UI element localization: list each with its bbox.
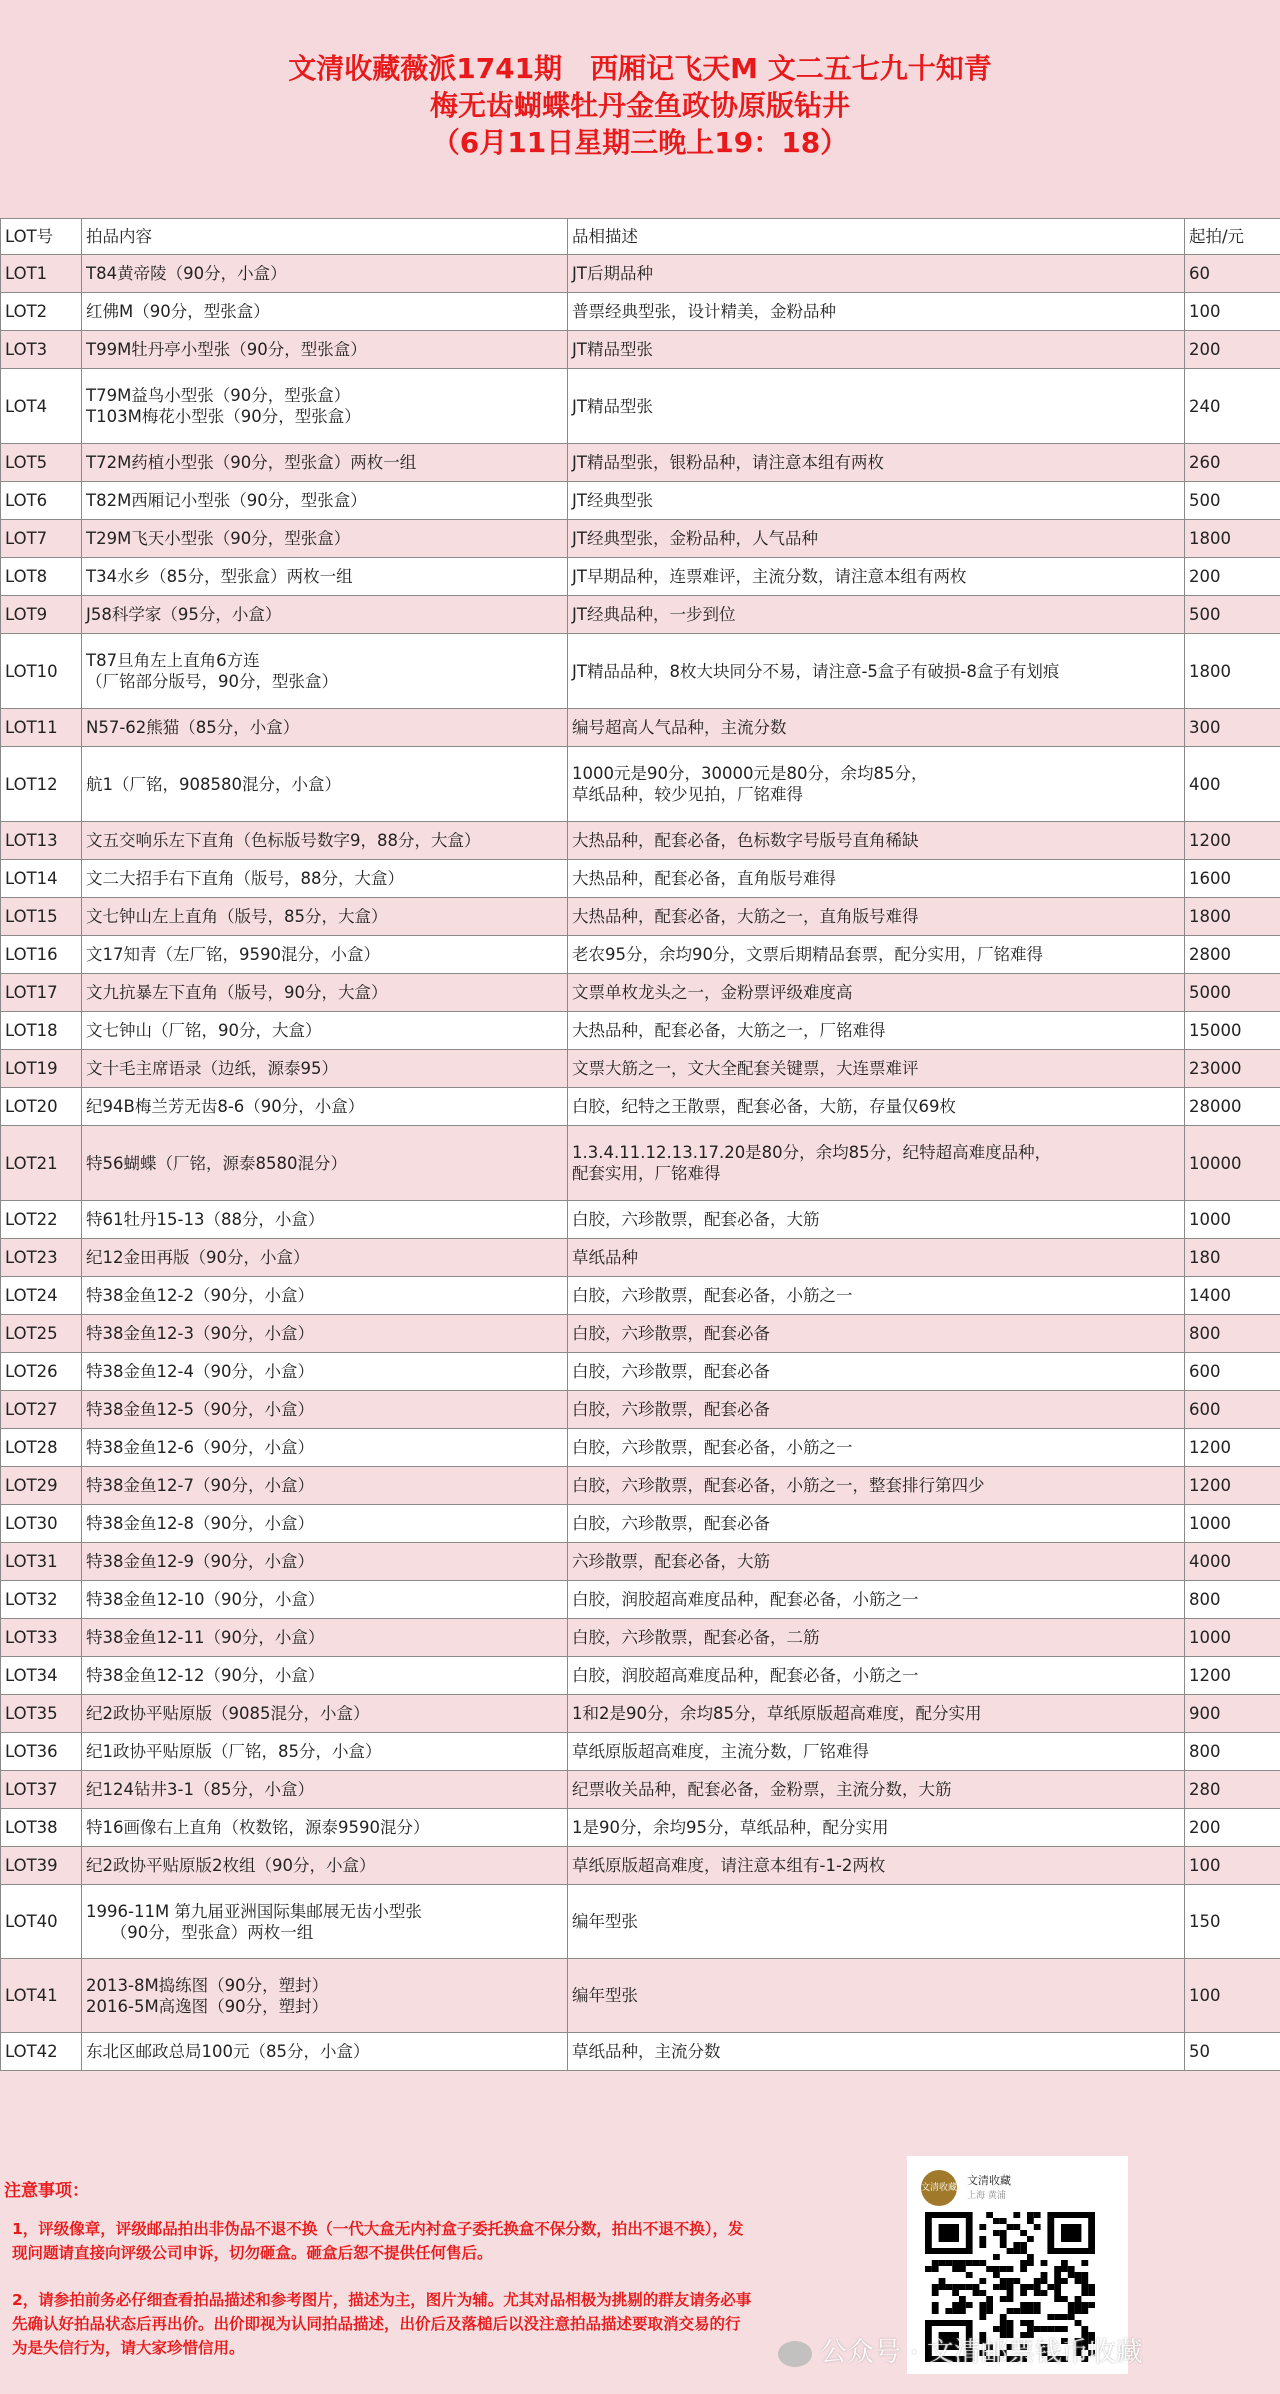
lot-content: T79M益鸟小型张（90分，型张盒） T103M梅花小型张（90分，型张盒） bbox=[82, 369, 568, 444]
lot-content: 2013-8M捣练图（90分，塑封） 2016-5M高逸图（90分，塑封） bbox=[82, 1959, 568, 2033]
lot-number: LOT26 bbox=[1, 1353, 82, 1391]
lot-condition: 大热品种，配套必备，色标数字号版号直角稀缺 bbox=[568, 822, 1185, 860]
table-row bbox=[1, 2033, 1280, 2071]
lot-start-price: 60 bbox=[1185, 255, 1280, 293]
lot-condition: 老农95分，余均90分，文票后期精品套票，配分实用，厂铭难得 bbox=[568, 936, 1185, 974]
table-row bbox=[1, 709, 1280, 747]
lot-number: LOT29 bbox=[1, 1467, 82, 1505]
table-row bbox=[1, 1695, 1280, 1733]
lot-condition: JT经典型张，金粉品种，人气品种 bbox=[568, 520, 1185, 558]
lot-start-price: 1000 bbox=[1185, 1619, 1280, 1657]
lot-number: LOT24 bbox=[1, 1277, 82, 1315]
lot-start-price: 15000 bbox=[1185, 1012, 1280, 1050]
lot-number: LOT18 bbox=[1, 1012, 82, 1050]
lot-condition: 编号超高人气品种，主流分数 bbox=[568, 709, 1185, 747]
lot-content: 1996-11M 第九届亚洲国际集邮展无齿小型张 （90分，型张盒）两枚一组 bbox=[82, 1885, 568, 1959]
lot-condition: JT精品型张 bbox=[568, 331, 1185, 369]
lot-content: T99M牡丹亭小型张（90分，型张盒） bbox=[82, 331, 568, 369]
table-row bbox=[1, 482, 1280, 520]
table-row bbox=[1, 936, 1280, 974]
lot-number: LOT35 bbox=[1, 1695, 82, 1733]
lot-start-price: 1200 bbox=[1185, 1467, 1280, 1505]
lot-condition: 文票大筋之一，文大全配套关键票，大连票难评 bbox=[568, 1050, 1185, 1088]
table-row bbox=[1, 1429, 1280, 1467]
table-row bbox=[1, 1809, 1280, 1847]
lot-start-price: 1800 bbox=[1185, 634, 1280, 709]
lot-content: 纪1政协平贴原版（厂铭，85分，小盒） bbox=[82, 1733, 568, 1771]
lot-number: LOT25 bbox=[1, 1315, 82, 1353]
lot-number: LOT23 bbox=[1, 1239, 82, 1277]
lot-content: 特38金鱼12-7（90分，小盒） bbox=[82, 1467, 568, 1505]
lot-number: LOT41 bbox=[1, 1959, 82, 2033]
lot-number: LOT16 bbox=[1, 936, 82, 974]
lot-condition: 草纸品种 bbox=[568, 1239, 1185, 1277]
lot-condition: 普票经典型张，设计精美，金粉品种 bbox=[568, 293, 1185, 331]
table-row bbox=[1, 331, 1280, 369]
lot-content: 纪94B梅兰芳无齿8-6（90分，小盒） bbox=[82, 1088, 568, 1126]
lot-content: 纪2政协平贴原版2枚组（90分，小盒） bbox=[82, 1847, 568, 1885]
table-row bbox=[1, 1581, 1280, 1619]
brand-logo-icon: 文清收藏 bbox=[921, 2170, 957, 2206]
lot-condition: 大热品种，配套必备，大筋之一，厂铭难得 bbox=[568, 1012, 1185, 1050]
page-header bbox=[0, 0, 1280, 218]
lot-start-price: 28000 bbox=[1185, 1088, 1280, 1126]
lot-condition: 1是90分，余均95分，草纸品种，配分实用 bbox=[568, 1809, 1185, 1847]
table-row bbox=[1, 860, 1280, 898]
lot-number: LOT2 bbox=[1, 293, 82, 331]
lot-content: 红佛M（90分，型张盒） bbox=[82, 293, 568, 331]
table-row bbox=[1, 1012, 1280, 1050]
lot-condition: 大热品种，配套必备，直角版号难得 bbox=[568, 860, 1185, 898]
lot-condition: JT精品型张，银粉品种，请注意本组有两枚 bbox=[568, 444, 1185, 482]
lot-content: 特38金鱼12-2（90分，小盒） bbox=[82, 1277, 568, 1315]
lot-number: LOT37 bbox=[1, 1771, 82, 1809]
notes-title: 注意事项： bbox=[4, 2181, 89, 2201]
lot-start-price: 500 bbox=[1185, 482, 1280, 520]
lot-condition: 白胶，润胶超高难度品种，配套必备，小筋之一 bbox=[568, 1657, 1185, 1695]
table-row bbox=[1, 558, 1280, 596]
lot-content: 航1（厂铭，908580混分，小盒） bbox=[82, 747, 568, 822]
lot-number: LOT13 bbox=[1, 822, 82, 860]
title-line-2: 梅无齿蝴蝶牡丹金鱼政协原版钻井 bbox=[429, 89, 850, 122]
lot-number: LOT20 bbox=[1, 1088, 82, 1126]
lot-content: 纪12金田再版（90分，小盒） bbox=[82, 1239, 568, 1277]
lot-content: 东北区邮政总局100元（85分，小盒） bbox=[82, 2033, 568, 2071]
lot-content: 文七钟山左上直角（版号，85分，大盒） bbox=[82, 898, 568, 936]
lot-number: LOT38 bbox=[1, 1809, 82, 1847]
lot-content: T72M药植小型张（90分，型张盒）两枚一组 bbox=[82, 444, 568, 482]
table-row bbox=[1, 255, 1280, 293]
lot-condition: JT早期品种，连票难评，主流分数，请注意本组有两枚 bbox=[568, 558, 1185, 596]
lot-number: LOT40 bbox=[1, 1885, 82, 1959]
lot-condition: 1000元是90分，30000元是80分，余均85分， 草纸品种，较少见拍，厂铭难得 bbox=[568, 747, 1185, 822]
lot-content: 特61牡丹15-13（88分，小盒） bbox=[82, 1201, 568, 1239]
lot-start-price: 1400 bbox=[1185, 1277, 1280, 1315]
table-row bbox=[1, 1543, 1280, 1581]
lot-content: J58科学家（95分，小盒） bbox=[82, 596, 568, 634]
lot-start-price: 400 bbox=[1185, 747, 1280, 822]
lot-condition: 纪票收关品种，配套必备，金粉票，主流分数，大筋 bbox=[568, 1771, 1185, 1809]
lot-number: LOT8 bbox=[1, 558, 82, 596]
lot-content: 文二大招手右下直角（版号，88分，大盒） bbox=[82, 860, 568, 898]
lot-start-price: 200 bbox=[1185, 558, 1280, 596]
table-row bbox=[1, 1126, 1280, 1201]
watermark bbox=[778, 2330, 1143, 2369]
lot-content: T34水乡（85分，型张盒）两枚一组 bbox=[82, 558, 568, 596]
note-item-2: 2，请参拍前务必仔细查看拍品描述和参考图片，描述为主，图片为辅。尤其对品相极为挑剔的群友请务必事先确认好拍品状态后再出价。出价即视为认同拍品描述，出价后及落槌后以没注意拍品描述要取消交易的行为是失信行为，请大家珍惜信用。 bbox=[12, 2291, 752, 2357]
lot-content: 特38金鱼12-8（90分，小盒） bbox=[82, 1505, 568, 1543]
lot-start-price: 1200 bbox=[1185, 1657, 1280, 1695]
lot-number: LOT19 bbox=[1, 1050, 82, 1088]
lot-condition: 白胶，纪特之王散票，配套必备，大筋，存量仅69枚 bbox=[568, 1088, 1185, 1126]
title-line-3: （6月11日星期三晚上19：18） bbox=[431, 126, 849, 159]
lot-condition: 白胶，六珍散票，配套必备，大筋 bbox=[568, 1201, 1185, 1239]
lot-content: T84黄帝陵（90分，小盒） bbox=[82, 255, 568, 293]
wechat-icon bbox=[778, 2341, 812, 2367]
table-row bbox=[1, 596, 1280, 634]
lot-number: LOT14 bbox=[1, 860, 82, 898]
lot-content: 特38金鱼12-10（90分，小盒） bbox=[82, 1581, 568, 1619]
qr-account-location: 上海 黄浦 bbox=[967, 2191, 1006, 2201]
lot-number: LOT42 bbox=[1, 2033, 82, 2071]
table-row bbox=[1, 747, 1280, 822]
lot-number: LOT15 bbox=[1, 898, 82, 936]
lot-start-price: 900 bbox=[1185, 1695, 1280, 1733]
lot-start-price: 300 bbox=[1185, 709, 1280, 747]
lot-content: 文17知青（左厂铭，9590混分，小盒） bbox=[82, 936, 568, 974]
lot-number: LOT9 bbox=[1, 596, 82, 634]
lot-start-price: 10000 bbox=[1185, 1126, 1280, 1201]
lot-start-price: 150 bbox=[1185, 1885, 1280, 1959]
table-row bbox=[1, 1657, 1280, 1695]
lot-content: 特38金鱼12-11（90分，小盒） bbox=[82, 1619, 568, 1657]
table-row bbox=[1, 369, 1280, 444]
lot-condition: 草纸原版超高难度，请注意本组有-1-2两枚 bbox=[568, 1847, 1185, 1885]
lot-start-price: 100 bbox=[1185, 1959, 1280, 2033]
table-row bbox=[1, 1391, 1280, 1429]
table-row bbox=[1, 1050, 1280, 1088]
lot-content: T82M西厢记小型张（90分，型张盒） bbox=[82, 482, 568, 520]
lot-number: LOT5 bbox=[1, 444, 82, 482]
lot-content: 特38金鱼12-4（90分，小盒） bbox=[82, 1353, 568, 1391]
lot-start-price: 2800 bbox=[1185, 936, 1280, 974]
lot-table bbox=[0, 218, 1280, 2071]
lot-start-price: 260 bbox=[1185, 444, 1280, 482]
lot-condition: 草纸原版超高难度，主流分数，厂铭难得 bbox=[568, 1733, 1185, 1771]
lot-start-price: 1000 bbox=[1185, 1505, 1280, 1543]
lot-number: LOT1 bbox=[1, 255, 82, 293]
notes-section bbox=[0, 2130, 1280, 2394]
lot-start-price: 600 bbox=[1185, 1391, 1280, 1429]
lot-start-price: 200 bbox=[1185, 1809, 1280, 1847]
lot-content: 特38金鱼12-6（90分，小盒） bbox=[82, 1429, 568, 1467]
lot-number: LOT17 bbox=[1, 974, 82, 1012]
lot-condition: JT经典型张 bbox=[568, 482, 1185, 520]
lot-content: 特38金鱼12-12（90分，小盒） bbox=[82, 1657, 568, 1695]
lot-content: 特38金鱼12-9（90分，小盒） bbox=[82, 1543, 568, 1581]
lot-number: LOT34 bbox=[1, 1657, 82, 1695]
table-row bbox=[1, 1733, 1280, 1771]
lot-start-price: 1800 bbox=[1185, 898, 1280, 936]
lot-condition: 白胶，六珍散票，配套必备 bbox=[568, 1315, 1185, 1353]
lot-content: 纪2政协平贴原版（9085混分，小盒） bbox=[82, 1695, 568, 1733]
column-header: 起拍/元 bbox=[1185, 219, 1280, 255]
lot-start-price: 180 bbox=[1185, 1239, 1280, 1277]
lot-content: 特56蝴蝶（厂铭，源泰8580混分） bbox=[82, 1126, 568, 1201]
lot-number: LOT4 bbox=[1, 369, 82, 444]
table-row bbox=[1, 1315, 1280, 1353]
table-row bbox=[1, 974, 1280, 1012]
lot-start-price: 800 bbox=[1185, 1581, 1280, 1619]
lot-number: LOT7 bbox=[1, 520, 82, 558]
lot-condition: 大热品种，配套必备，大筋之一，直角版号难得 bbox=[568, 898, 1185, 936]
table-row bbox=[1, 1885, 1280, 1959]
lot-number: LOT27 bbox=[1, 1391, 82, 1429]
lot-start-price: 1200 bbox=[1185, 822, 1280, 860]
lot-start-price: 200 bbox=[1185, 331, 1280, 369]
lot-start-price: 240 bbox=[1185, 369, 1280, 444]
lot-content: T87旦角左上直角6方连 （厂铭部分版号，90分，型张盒） bbox=[82, 634, 568, 709]
lot-start-price: 800 bbox=[1185, 1315, 1280, 1353]
lot-condition: JT精品品种，8枚大块同分不易，请注意-5盒子有破损-8盒子有划痕 bbox=[568, 634, 1185, 709]
column-header: 品相描述 bbox=[568, 219, 1185, 255]
table-row bbox=[1, 444, 1280, 482]
lot-condition: 编年型张 bbox=[568, 1885, 1185, 1959]
table-row bbox=[1, 1277, 1280, 1315]
lot-condition: JT经典品种，一步到位 bbox=[568, 596, 1185, 634]
lot-content: 特38金鱼12-5（90分，小盒） bbox=[82, 1391, 568, 1429]
table-row bbox=[1, 634, 1280, 709]
table-row bbox=[1, 520, 1280, 558]
lot-number: LOT36 bbox=[1, 1733, 82, 1771]
column-header: 拍品内容 bbox=[82, 219, 568, 255]
lot-content: 文十毛主席语录（边纸，源泰95） bbox=[82, 1050, 568, 1088]
lot-condition: 白胶，六珍散票，配套必备 bbox=[568, 1505, 1185, 1543]
table-row bbox=[1, 1959, 1280, 2033]
lot-start-price: 23000 bbox=[1185, 1050, 1280, 1088]
table-row bbox=[1, 1088, 1280, 1126]
table-row bbox=[1, 1847, 1280, 1885]
lot-condition: 白胶，六珍散票，配套必备，小筋之一 bbox=[568, 1429, 1185, 1467]
lot-start-price: 5000 bbox=[1185, 974, 1280, 1012]
lot-condition: JT后期品种 bbox=[568, 255, 1185, 293]
lot-condition: 白胶，润胶超高难度品种，配套必备，小筋之一 bbox=[568, 1581, 1185, 1619]
lot-condition: 白胶，六珍散票，配套必备，二筋 bbox=[568, 1619, 1185, 1657]
lot-content: T29M飞天小型张（90分，型张盒） bbox=[82, 520, 568, 558]
lot-condition: 1和2是90分，余均85分，草纸原版超高难度，配分实用 bbox=[568, 1695, 1185, 1733]
lot-condition: 白胶，六珍散票，配套必备，小筋之一，整套排行第四少 bbox=[568, 1467, 1185, 1505]
lot-start-price: 1600 bbox=[1185, 860, 1280, 898]
lot-number: LOT21 bbox=[1, 1126, 82, 1201]
lot-number: LOT39 bbox=[1, 1847, 82, 1885]
table-row bbox=[1, 1353, 1280, 1391]
lot-number: LOT31 bbox=[1, 1543, 82, 1581]
column-header: LOT号 bbox=[1, 219, 82, 255]
title-line-1: 文清收藏薇派1741期 西厢记飞天M 文二五七九十知青 bbox=[288, 52, 992, 85]
lot-number: LOT33 bbox=[1, 1619, 82, 1657]
table-row bbox=[1, 1467, 1280, 1505]
lot-content: N57-62熊猫（85分，小盒） bbox=[82, 709, 568, 747]
lot-condition: JT精品型张 bbox=[568, 369, 1185, 444]
lot-start-price: 100 bbox=[1185, 1847, 1280, 1885]
lot-start-price: 4000 bbox=[1185, 1543, 1280, 1581]
table-row bbox=[1, 822, 1280, 860]
table-row bbox=[1, 293, 1280, 331]
lot-content: 文七钟山（厂铭，90分，大盒） bbox=[82, 1012, 568, 1050]
table-row bbox=[1, 898, 1280, 936]
lot-condition: 六珍散票，配套必备，大筋 bbox=[568, 1543, 1185, 1581]
lot-content: 纪124钻井3-1（85分，小盒） bbox=[82, 1771, 568, 1809]
lot-number: LOT22 bbox=[1, 1201, 82, 1239]
table-row bbox=[1, 1505, 1280, 1543]
lot-number: LOT28 bbox=[1, 1429, 82, 1467]
lot-number: LOT11 bbox=[1, 709, 82, 747]
lot-number: LOT12 bbox=[1, 747, 82, 822]
lot-number: LOT30 bbox=[1, 1505, 82, 1543]
lot-condition: 1.3.4.11.12.13.17.20是80分，余均85分，纪特超高难度品种， 配套实用，厂铭难得 bbox=[568, 1126, 1185, 1201]
lot-condition: 白胶，六珍散票，配套必备 bbox=[568, 1391, 1185, 1429]
lot-condition: 白胶，六珍散票，配套必备 bbox=[568, 1353, 1185, 1391]
lot-content: 文五交响乐左下直角（色标版号数字9，88分，大盒） bbox=[82, 822, 568, 860]
table-row bbox=[1, 1239, 1280, 1277]
table-row bbox=[1, 1771, 1280, 1809]
lot-content: 文九抗暴左下直角（版号，90分，大盒） bbox=[82, 974, 568, 1012]
table-header-row bbox=[1, 219, 1280, 255]
lot-number: LOT3 bbox=[1, 331, 82, 369]
lot-number: LOT6 bbox=[1, 482, 82, 520]
watermark-text: 公众号 · 文清邮票钱币收藏 bbox=[820, 2337, 1143, 2368]
lot-condition: 草纸品种，主流分数 bbox=[568, 2033, 1185, 2071]
table-row bbox=[1, 1201, 1280, 1239]
lot-start-price: 1200 bbox=[1185, 1429, 1280, 1467]
lot-condition: 编年型张 bbox=[568, 1959, 1185, 2033]
lot-start-price: 100 bbox=[1185, 293, 1280, 331]
lot-start-price: 1800 bbox=[1185, 520, 1280, 558]
lot-content: 特38金鱼12-3（90分，小盒） bbox=[82, 1315, 568, 1353]
lot-start-price: 280 bbox=[1185, 1771, 1280, 1809]
note-item-1: 1，评级像章，评级邮品拍出非伪品不退不换（一代大盒无内衬盒子委托换盒不保分数，拍出不退不换），发现问题请直接向评级公司申诉，切勿砸盒。砸盒后恕不提供任何售后。 bbox=[12, 2220, 744, 2262]
lot-start-price: 800 bbox=[1185, 1733, 1280, 1771]
lot-number: LOT10 bbox=[1, 634, 82, 709]
lot-start-price: 500 bbox=[1185, 596, 1280, 634]
lot-start-price: 50 bbox=[1185, 2033, 1280, 2071]
lot-condition: 文票单枚龙头之一，金粉票评级难度高 bbox=[568, 974, 1185, 1012]
table-row bbox=[1, 1619, 1280, 1657]
lot-number: LOT32 bbox=[1, 1581, 82, 1619]
lot-start-price: 1000 bbox=[1185, 1201, 1280, 1239]
lot-condition: 白胶，六珍散票，配套必备，小筋之一 bbox=[568, 1277, 1185, 1315]
lot-content: 特16画像右上直角（枚数铭，源泰9590混分） bbox=[82, 1809, 568, 1847]
qr-account-name: 文清收藏 bbox=[967, 2174, 1011, 2187]
lot-start-price: 600 bbox=[1185, 1353, 1280, 1391]
